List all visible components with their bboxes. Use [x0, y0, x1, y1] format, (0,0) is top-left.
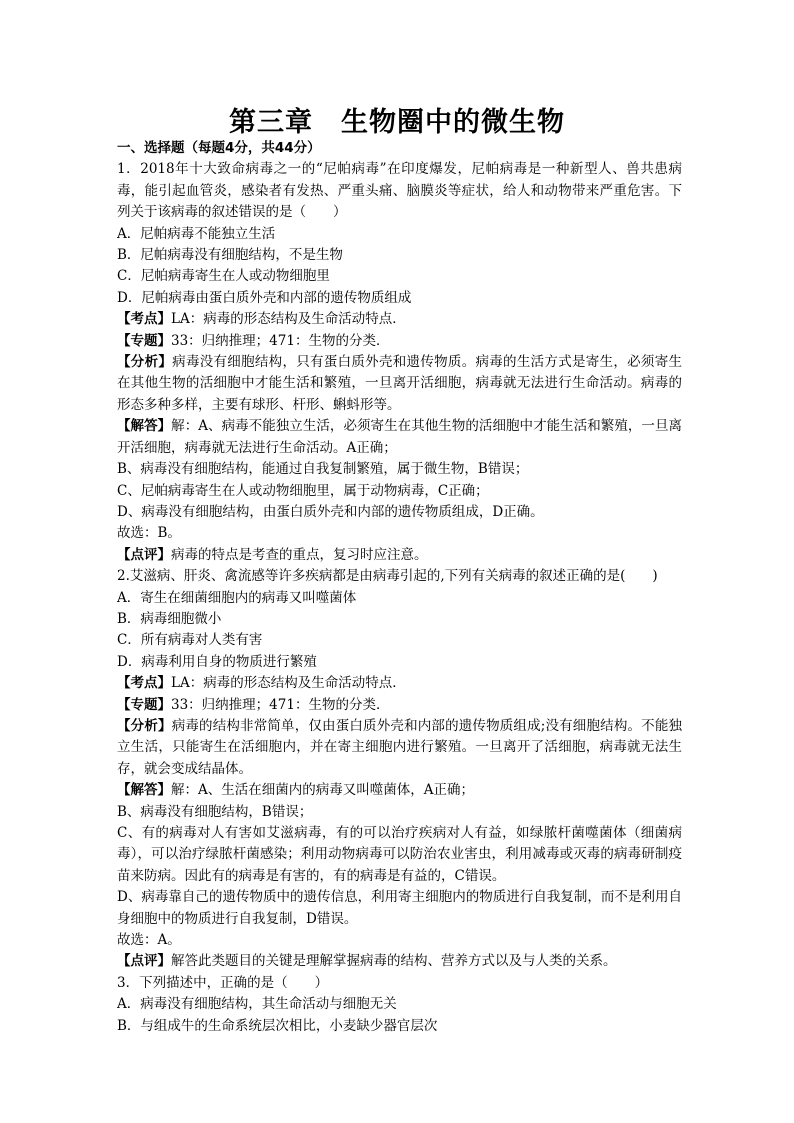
zhuanti-label: 【专题】: [117, 332, 171, 349]
question-2-zhuanti: [117, 695, 682, 716]
kaodian-text: LA：病毒的形态结构及生命活动特点．: [171, 675, 406, 692]
question-2-option-a: A．寄生在细菌细胞内的病毒又叫噬菌体: [117, 589, 357, 606]
kaodian-text: LA：病毒的形态结构及生命活动特点．: [171, 311, 406, 328]
section-heading: 一、选择题（每题4分，共44分）: [117, 140, 321, 156]
question-3-stem: 3．下列描述中，正确的是（ ）: [117, 974, 329, 991]
jieda-text: 解：A、生活在细菌内的病毒又叫噬菌体，A正确；: [171, 782, 474, 799]
question-1-jieda-b: B、病毒没有细胞结构，能通过自我复制繁殖，属于微生物，B错误；: [117, 461, 529, 478]
question-3-option-b: B．与组成牛的生命系统层次相比，小麦缺少器官层次: [117, 1017, 438, 1034]
jieda-label: 【解答】: [117, 418, 172, 435]
dianping-label: 【点评】: [117, 546, 171, 563]
question-2-dianping: [117, 951, 682, 972]
zhuanti-label: 【专题】: [117, 696, 171, 713]
question-3-option-a: A．病毒没有细胞结构，其生命活动与细胞无关: [117, 996, 397, 1013]
fenxi-label: 【分析】: [117, 717, 172, 734]
question-1-kaodian: [117, 309, 682, 330]
question-1-option-c: C．尼帕病毒寄生在人或动物细胞里: [117, 268, 330, 285]
zhuanti-text: 33：归纳推理；471：生物的分类．: [171, 332, 390, 349]
jieda-label: 【解答】: [117, 782, 171, 799]
kaodian-label: 【考点】: [117, 675, 171, 692]
question-2-option-b: B．病毒细胞微小: [117, 610, 222, 627]
kaodian-label: 【考点】: [117, 311, 171, 328]
chapter-title: 第三章 生物圈中的微生物: [229, 107, 565, 138]
question-2-option-d: D．病毒利用自身的物质进行繁殖: [117, 653, 317, 670]
dianping-text: 解答此类题目的关键是理解掌握病毒的结构、营养方式以及与人类的关系。: [171, 953, 617, 970]
question-1-zhuanti: [117, 331, 682, 352]
question-1-jieda-d: D、病毒没有细胞结构，由蛋白质外壳和内部的遗传物质组成，D正确。: [117, 503, 544, 520]
question-2-jieda-b: B、病毒没有细胞结构，B错误；: [117, 803, 313, 820]
question-2-jieda-c: C、有的病毒对人有害如艾滋病毒，有的可以治疗疾病对人有益，如绿脓杆菌噬菌体（细菌病毒），可以治疗绿脓杆菌感染；利用动物病毒可以防治农业害虫，利用减毒或灭毒的病毒研制疫苗来防病。因此有的病毒是有害的，有的病毒是有益的，C错误。: [117, 825, 682, 884]
question-2-option-c: C．所有病毒对人类有害: [117, 632, 263, 649]
fenxi-text: 病毒没有细胞结构，只有蛋白质外壳和遗传物质。病毒的生活方式是寄生，必须寄生在其他生物的活细胞中才能生活和繁殖，一旦离开活细胞，病毒就无法进行生命活动。病毒的形态多种多样，主要有球形、杆形、蝌蚪形等。: [117, 354, 683, 413]
question-1-option-b: B．尼帕病毒没有细胞结构，不是生物: [117, 247, 343, 264]
question-2-jieda: [117, 780, 682, 801]
question-2-kaodian: [117, 673, 682, 694]
zhuanti-text: 33：归纳推理；471：生物的分类．: [171, 696, 390, 713]
question-1-jieda: [117, 416, 682, 459]
question-2-stem: 2.艾滋病、肝炎、禽流感等许多疾病都是由病毒引起的,下列有关病毒的叙述正确的是( ): [117, 568, 658, 585]
dianping-label: 【点评】: [117, 953, 171, 970]
dianping-text: 病毒的特点是考查的重点，复习时应注意。: [171, 546, 428, 563]
question-1-jieda-c: C、尼帕病毒寄生在人或动物细胞里，属于动物病毒，C正确；: [117, 482, 489, 499]
question-2-answer: 故选：A。: [117, 932, 181, 949]
question-2-fenxi: [117, 716, 682, 780]
jieda-text: 解：A、病毒不能独立生活，必须寄生在其他生物的活细胞中才能生活和繁殖，一旦离开活细胞，病毒就无法进行生命活动。A正确；: [117, 418, 682, 456]
fenxi-text: 病毒的结构非常简单，仅由蛋白质外壳和内部的遗传物质组成;没有细胞结构。不能独立生活，只能寄生在活细胞内，并在寄主细胞内进行繁殖。一旦离开了活细胞，病毒就无法生存，就会变成结晶体。: [117, 717, 682, 777]
question-1-dianping: [117, 545, 682, 566]
question-1-answer: 故选：B。: [117, 525, 181, 542]
question-1-stem: 1．2018年十大致命病毒之一的“尼帕病毒”在印度爆发，尼帕病毒是一种新型人、兽共患病毒，能引起血管炎，感染者有发热、严重头痛、脑膜炎等症状，给人和动物带来严重危害。下列关于该病毒的叙述错误的是（ ）: [117, 161, 682, 221]
question-2-jieda-d: D、病毒靠自己的遗传物质中的遗传信息，利用寄主细胞内的物质进行自我复制，而不是利用自身细胞中的物质进行自我复制，D错误。: [117, 889, 682, 927]
question-1-option-d: D．尼帕病毒由蛋白质外壳和内部的遗传物质组成: [117, 289, 412, 306]
question-1-fenxi: [117, 352, 682, 416]
question-1-option-a: A．尼帕病毒不能独立生活: [117, 225, 276, 242]
fenxi-label: 【分析】: [117, 354, 173, 371]
document-body: [117, 138, 682, 1037]
